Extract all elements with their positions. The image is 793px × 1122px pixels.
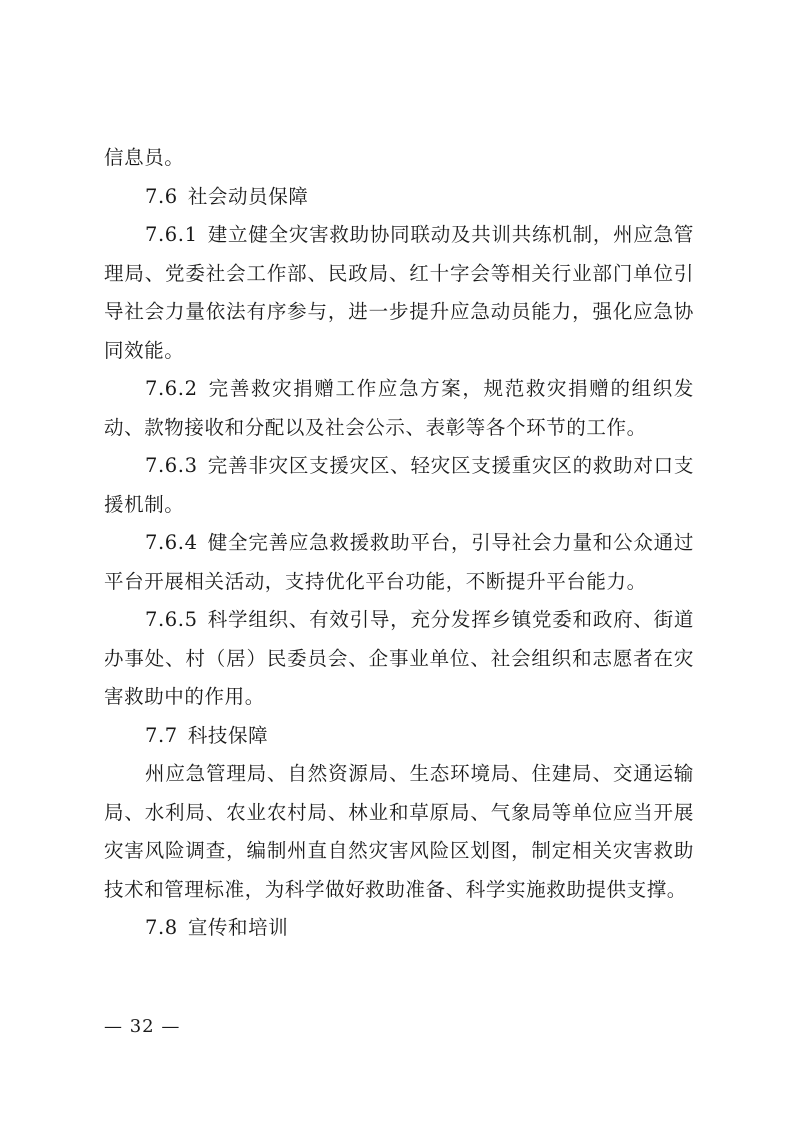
item-number: 7.6.3 <box>145 454 198 477</box>
item-number: 7.6.1 <box>145 223 198 246</box>
section-title: 社会动员保障 <box>187 184 309 208</box>
section-7-7-body: 州应急管理局、自然资源局、生态环境局、住建局、交通运输局、水利局、农业农村局、林业和草原局、气象局等单位应当开展灾害风险调查，编制州直自然灾害风险区划图，制定相关灾害救助技术和管理标准，为科学做好救助准备、科学实施救助提供支撑。 <box>104 762 694 901</box>
item-text: 健全完善应急救援救助平台，引导社会力量和公众通过平台开展相关活动，支持优化平台功能，不断提升平台能力。 <box>104 531 694 593</box>
item-7-6-3 <box>104 447 694 524</box>
section-heading-7-7 <box>104 717 694 756</box>
page-number: — 32 — <box>104 1016 181 1037</box>
lead-paragraph: 信息员。 <box>104 146 185 169</box>
section-title: 宣传和培训 <box>187 916 289 939</box>
section-number: 7.8 <box>145 916 178 939</box>
section-title: 科技保障 <box>187 723 269 747</box>
item-7-6-2 <box>104 370 694 447</box>
item-7-6-1 <box>104 216 694 370</box>
item-7-6-5 <box>104 601 694 717</box>
item-number: 7.6.4 <box>145 531 198 554</box>
item-text: 建立健全灾害救助协同联动及共训共练机制，州应急管理局、党委社会工作部、民政局、红十字会等相关行业部门单位引导社会力量依法有序参与，进一步提升应急动员能力，强化应急协同效能。 <box>104 223 694 362</box>
item-text: 完善非灾区支援灾区、轻灾区支援重灾区的救助对口支援机制。 <box>104 454 694 516</box>
document-body <box>104 139 694 948</box>
section-number: 7.7 <box>145 723 178 747</box>
item-7-6-4 <box>104 524 694 601</box>
section-number: 7.6 <box>145 184 178 208</box>
section-heading-7-8 <box>104 909 694 948</box>
item-text: 科学组织、有效引导，充分发挥乡镇党委和政府、街道办事处、村（居）民委员会、企事业单位、社会组织和志愿者在灾害救助中的作用。 <box>104 608 694 708</box>
item-number: 7.6.5 <box>145 608 198 631</box>
item-number: 7.6.2 <box>145 377 198 400</box>
section-heading-7-6 <box>104 178 694 217</box>
item-text: 完善救灾捐赠工作应急方案，规范救灾捐赠的组织发动、款物接收和分配以及社会公示、表彰等各个环节的工作。 <box>104 377 694 439</box>
